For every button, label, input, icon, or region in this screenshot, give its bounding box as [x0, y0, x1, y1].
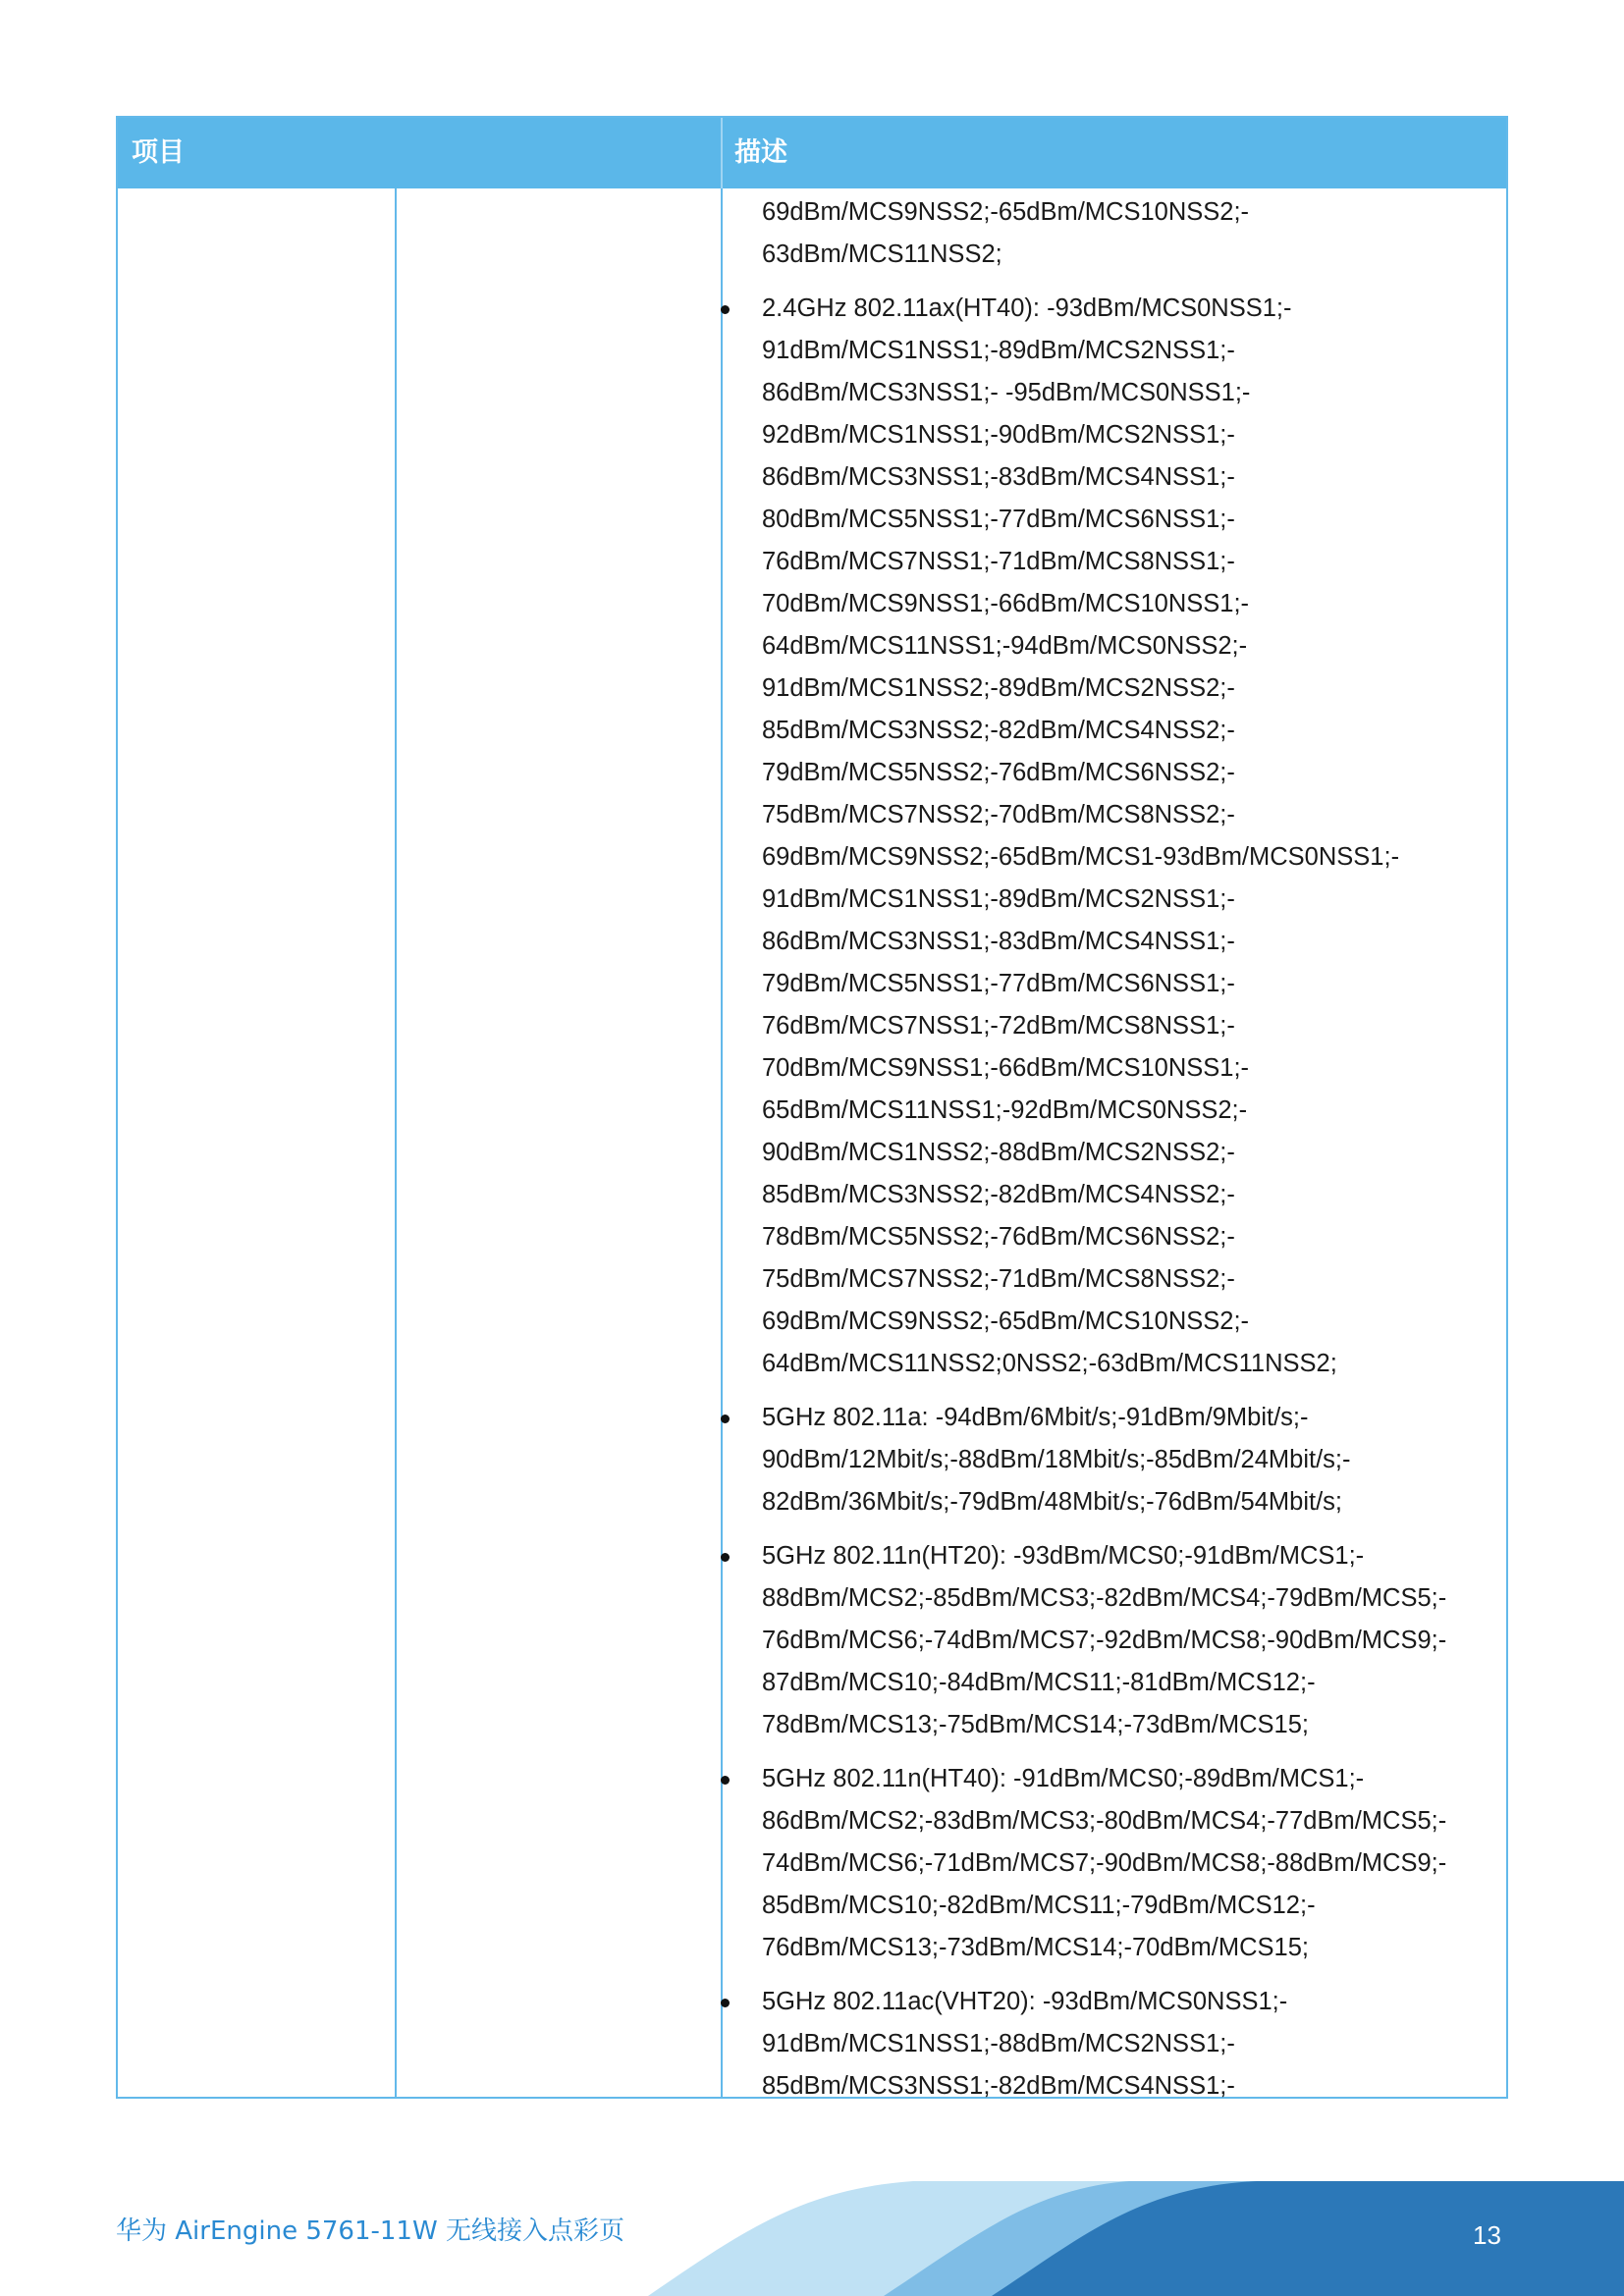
spec-table — [116, 116, 1508, 2099]
bullet-line: 70dBm/MCS9NSS1;-66dBm/MCS10NSS1;- — [762, 590, 1250, 617]
bullet-item — [595, 1535, 1504, 1746]
bullet-line: 85dBm/MCS10;-82dBm/MCS11;-79dBm/MCS12;- — [762, 1892, 1316, 1919]
bullet-line: 65dBm/MCS11NSS1;-92dBm/MCS0NSS2;- — [762, 1096, 1248, 1124]
bullet-line: 64dBm/MCS11NSS1;-94dBm/MCS0NSS2;- — [762, 632, 1248, 660]
continuation-line: 69dBm/MCS9NSS2;-65dBm/MCS10NSS2;- — [762, 198, 1250, 226]
bullet-dot-icon — [721, 1776, 730, 1785]
bullet-line: 92dBm/MCS1NSS1;-90dBm/MCS2NSS1;- — [762, 421, 1235, 449]
bullet-line: 5GHz 802.11a: -94dBm/6Mbit/s;-91dBm/9Mbit/s;- — [762, 1404, 1309, 1431]
bullet-dot-icon — [721, 305, 730, 314]
bullet-line: 91dBm/MCS1NSS1;-88dBm/MCS2NSS1;- — [762, 2030, 1235, 2057]
bullet-line: 76dBm/MCS13;-73dBm/MCS14;-70dBm/MCS15; — [762, 1934, 1309, 1961]
bullet-line: 78dBm/MCS13;-75dBm/MCS14;-73dBm/MCS15; — [762, 1711, 1309, 1738]
bullet-line: 85dBm/MCS3NSS2;-82dBm/MCS4NSS2;- — [762, 717, 1235, 744]
bullet-line: 70dBm/MCS9NSS1;-66dBm/MCS10NSS1;- — [762, 1054, 1250, 1082]
bullet-line: 75dBm/MCS7NSS2;-70dBm/MCS8NSS2;- — [762, 801, 1235, 828]
bullet-line: 86dBm/MCS3NSS1;- -95dBm/MCS0NSS1;- — [762, 379, 1251, 406]
bullet-line: 85dBm/MCS3NSS2;-82dBm/MCS4NSS2;- — [762, 1181, 1235, 1208]
bullet-dot-icon — [721, 1415, 730, 1423]
bullet-line: 76dBm/MCS6;-74dBm/MCS7;-92dBm/MCS8;-90dBm/MCS9;- — [762, 1627, 1447, 1654]
column-divider-1 — [395, 188, 397, 2097]
bullet-line: 5GHz 802.11ac(VHT20): -93dBm/MCS0NSS1;- — [762, 1988, 1288, 2015]
bullet-line: 64dBm/MCS11NSS2;0NSS2;-63dBm/MCS11NSS2; — [762, 1350, 1337, 1377]
bullet-line: 5GHz 802.11n(HT40): -91dBm/MCS0;-89dBm/MCS1;- — [762, 1765, 1365, 1792]
table-header — [118, 118, 1506, 188]
bullet-dot-icon — [721, 1553, 730, 1562]
page-number: 13 — [1473, 2220, 1501, 2250]
bullet-item — [595, 1758, 1504, 1969]
bullet-dot-icon — [721, 1999, 730, 2007]
bullet-line: 91dBm/MCS1NSS1;-89dBm/MCS2NSS1;- — [762, 885, 1235, 913]
header-description: 描述 — [734, 137, 787, 168]
bullet-item — [595, 288, 1504, 1385]
bullet-line: 69dBm/MCS9NSS2;-65dBm/MCS1-93dBm/MCS0NSS1;- — [762, 843, 1400, 871]
bullet-line: 74dBm/MCS6;-71dBm/MCS7;-90dBm/MCS8;-88dBm/MCS9;- — [762, 1849, 1447, 1877]
bullet-line: 69dBm/MCS9NSS2;-65dBm/MCS10NSS2;- — [762, 1308, 1250, 1335]
bullet-item — [595, 1981, 1504, 2108]
bullet-list — [723, 288, 1504, 2108]
bullet-line: 2.4GHz 802.11ax(HT40): -93dBm/MCS0NSS1;- — [762, 294, 1292, 322]
bullet-line: 86dBm/MCS2;-83dBm/MCS3;-80dBm/MCS4;-77dBm/MCS5;- — [762, 1807, 1447, 1835]
bullet-line: 88dBm/MCS2;-85dBm/MCS3;-82dBm/MCS4;-79dBm/MCS5;- — [762, 1584, 1447, 1612]
description-cell — [723, 188, 1504, 2108]
bullet-line: 80dBm/MCS5NSS1;-77dBm/MCS6NSS1;- — [762, 506, 1235, 533]
bullet-line: 91dBm/MCS1NSS2;-89dBm/MCS2NSS2;- — [762, 674, 1235, 702]
continuation-line: 63dBm/MCS11NSS2; — [762, 240, 1002, 268]
bullet-line: 85dBm/MCS3NSS1;-82dBm/MCS4NSS1;- — [762, 2072, 1235, 2100]
bullet-line: 75dBm/MCS7NSS2;-71dBm/MCS8NSS2;- — [762, 1265, 1235, 1293]
bullet-line: 86dBm/MCS3NSS1;-83dBm/MCS4NSS1;- — [762, 463, 1235, 491]
continuation-text — [595, 188, 1504, 276]
header-item: 项目 — [132, 137, 185, 168]
bullet-line: 90dBm/MCS1NSS2;-88dBm/MCS2NSS2;- — [762, 1139, 1235, 1166]
bullet-item — [595, 1397, 1504, 1523]
bullet-line: 79dBm/MCS5NSS2;-76dBm/MCS6NSS2;- — [762, 759, 1235, 786]
bullet-line: 91dBm/MCS1NSS1;-89dBm/MCS2NSS1;- — [762, 337, 1235, 364]
bullet-line: 78dBm/MCS5NSS2;-76dBm/MCS6NSS2;- — [762, 1223, 1235, 1251]
bullet-line: 79dBm/MCS5NSS1;-77dBm/MCS6NSS1;- — [762, 970, 1235, 997]
bullet-line: 90dBm/12Mbit/s;-88dBm/18Mbit/s;-85dBm/24Mbit/s;- — [762, 1446, 1351, 1473]
bullet-line: 76dBm/MCS7NSS1;-72dBm/MCS8NSS1;- — [762, 1012, 1235, 1040]
footer-title: 华为 AirEngine 5761-11W 无线接入点彩页 — [116, 2216, 624, 2246]
bullet-line: 5GHz 802.11n(HT20): -93dBm/MCS0;-91dBm/MCS1;- — [762, 1542, 1365, 1570]
bullet-line: 87dBm/MCS10;-84dBm/MCS11;-81dBm/MCS12;- — [762, 1669, 1316, 1696]
bullet-line: 76dBm/MCS7NSS1;-71dBm/MCS8NSS1;- — [762, 548, 1235, 575]
bullet-line: 86dBm/MCS3NSS1;-83dBm/MCS4NSS1;- — [762, 928, 1235, 955]
bullet-line: 82dBm/36Mbit/s;-79dBm/48Mbit/s;-76dBm/54Mbit/s; — [762, 1488, 1342, 1516]
